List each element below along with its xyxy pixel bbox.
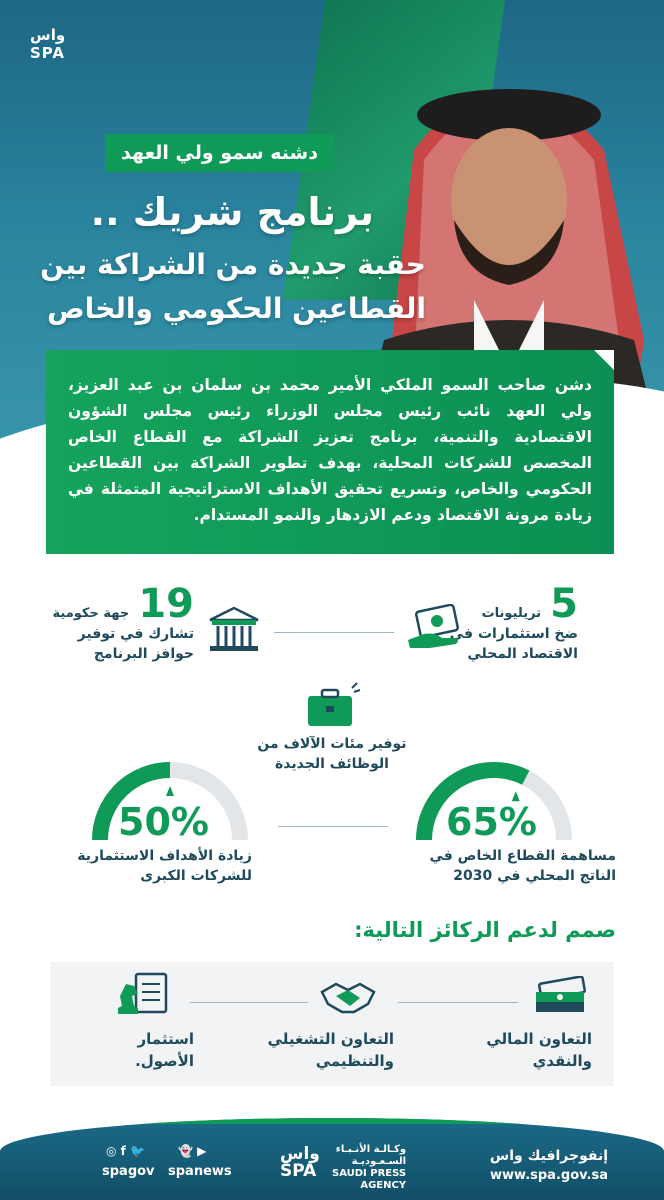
investment-targets-line-1: زيادة الأهداف الاستثمارية — [77, 848, 252, 864]
briefcase-icon — [302, 682, 362, 730]
handle-spanews[interactable]: spanews — [168, 1164, 232, 1179]
investments-unit: تريليونات — [481, 606, 542, 621]
entities-line-2: حوافز البرنامج — [93, 646, 194, 662]
money-hand-icon — [404, 604, 464, 652]
pillar-operational-line-2: والتنظيمي — [315, 1052, 394, 1070]
pillars-heading: صمم لدعم الركائز التالية: — [354, 918, 616, 942]
youtube-icon[interactable]: ▶ — [197, 1144, 207, 1158]
snapchat-icon[interactable]: 👻 — [178, 1144, 193, 1158]
private-sector-percent: 65% — [446, 800, 537, 844]
footer-infographic-label: إنفوجرافيك واس — [489, 1148, 608, 1164]
stat-private-sector — [386, 846, 616, 886]
government-building-icon — [204, 604, 264, 656]
connector-row2 — [278, 826, 388, 827]
footer — [0, 1118, 664, 1200]
description-text: دشن صاحب السمو الملكي الأمير محمد بن سلمان بن عبد العزيز، ولي العهد نائب رئيس مجلس الوزراء رئيس مجلس الشؤون الاقتصادية والتنمية، برنامج تعزيز الشراكة مع القطاع الخاص المخصص للشركات المحلية، بهدف تطوير الشراكة بين القطاعين الحكومي والخاص، وتسريع تحقيق الأهداف الاستراتيجية المتمثلة في زيادة مرونة الاقتصاد ودعم الازدهار والنمو المستدام. — [68, 376, 592, 524]
footer-stripe — [0, 1118, 664, 1124]
footer-logo-bottom: SPA — [280, 1161, 317, 1181]
pillar-financial — [486, 1028, 592, 1072]
connector-pillars-2 — [190, 1002, 308, 1003]
pillar-operational — [268, 1028, 394, 1072]
logo-bottom-text: SPA — [30, 44, 66, 62]
agency-ar-line-1: وكـالـة الأنـبـاء — [335, 1144, 407, 1155]
title-line-1: برنامج شريك .. — [90, 190, 374, 234]
footer-spa-logo — [280, 1146, 320, 1180]
twitter-icon[interactable]: 🐦 — [130, 1144, 146, 1158]
gauge-investment-targets-marker — [166, 786, 174, 796]
agency-en-line-2: AGENCY — [360, 1180, 407, 1191]
stat-jobs — [232, 734, 432, 774]
social-icons-left — [106, 1144, 145, 1158]
logo-top-text: واس — [30, 26, 66, 44]
investments-line-2: الاقتصاد المحلي — [467, 646, 578, 662]
stat-entities — [14, 581, 194, 664]
pillar-financial-line-2: والنقدي — [532, 1052, 592, 1070]
footer-website-link[interactable]: www.spa.gov.sa — [490, 1168, 608, 1183]
entities-unit: جهة حكومية — [52, 606, 130, 621]
instagram-icon[interactable]: ◎ — [106, 1144, 117, 1158]
launch-tag: دشنه سمو ولي العهد — [105, 134, 334, 172]
spa-logo — [30, 26, 78, 66]
investment-targets-line-2: للشركات الكبرى — [140, 868, 252, 884]
title-line-2: حقبة جديدة من الشراكة بين — [40, 248, 426, 281]
chess-knight-document-icon — [112, 970, 172, 1020]
handshake-icon — [318, 976, 378, 1020]
private-sector-line-1: مساهمة القطاع الخاص في — [429, 848, 616, 864]
description-box — [46, 350, 614, 554]
footer-logo-top: واس — [280, 1144, 320, 1164]
entities-line-1: تشارك في توفير — [77, 626, 194, 642]
jobs-line-2: الوظائف الجديدة — [275, 756, 389, 772]
investment-targets-percent: 50% — [118, 800, 209, 844]
footer-agency-name — [332, 1144, 406, 1192]
facebook-icon[interactable]: f — [120, 1144, 126, 1158]
title-line-3: القطاعين الحكومي والخاص — [47, 292, 426, 325]
connector-pillars-1 — [398, 1002, 518, 1003]
private-sector-line-2: الناتج المحلي في 2030 — [453, 868, 616, 884]
jobs-line-1: توفير مئات الآلاف من — [257, 736, 407, 752]
connector-row1 — [274, 632, 394, 633]
pillar-assets-line-1: استثمار — [137, 1030, 194, 1048]
money-stack-icon — [532, 976, 592, 1020]
pillar-operational-line-1: التعاون التشغيلي — [267, 1030, 394, 1048]
description-corner — [594, 350, 614, 370]
investments-number: 5 — [550, 581, 578, 627]
pillar-financial-line-1: التعاون المالي — [486, 1030, 592, 1048]
agency-ar-line-2: السـعـوديـة — [351, 1156, 407, 1167]
pillar-assets-line-2: الأصول. — [135, 1052, 194, 1070]
investments-line-1: ضخ استثمارات في — [449, 626, 578, 642]
stat-investment-targets — [22, 846, 252, 886]
handle-spagov[interactable]: spagov — [102, 1164, 155, 1179]
pillar-assets — [135, 1028, 194, 1072]
entities-number: 19 — [138, 581, 194, 627]
agency-en-line-1: SAUDI PRESS — [332, 1168, 407, 1179]
social-icons-right — [178, 1144, 206, 1158]
